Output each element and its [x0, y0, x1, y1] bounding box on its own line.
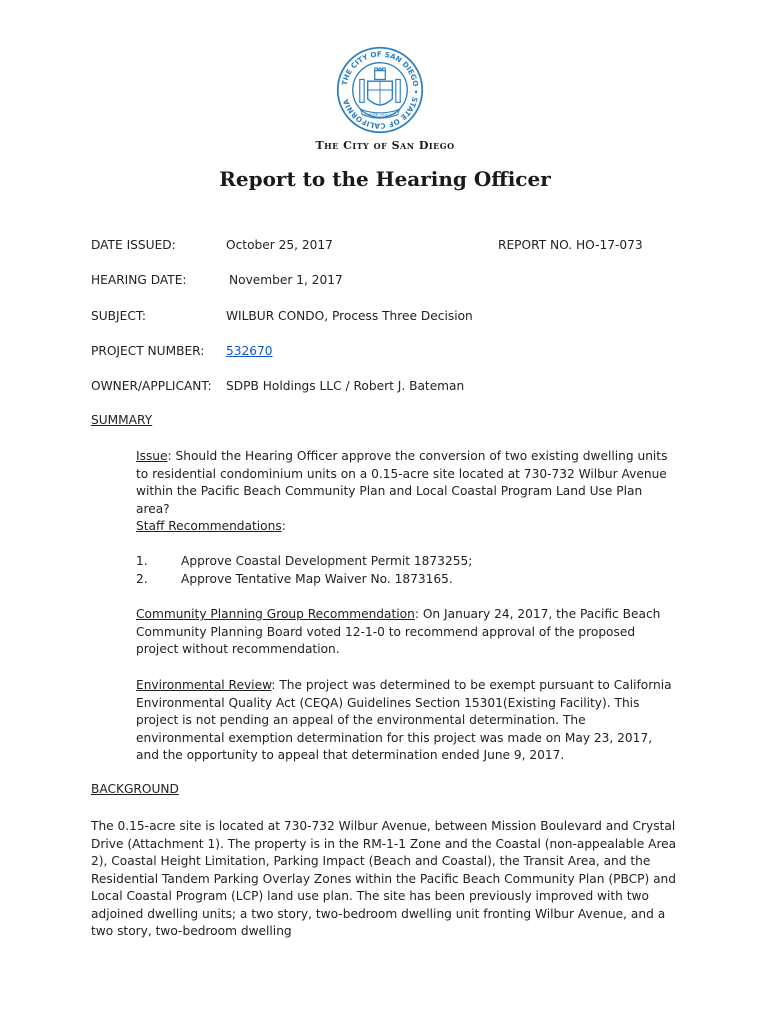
cpg-text: : On January 24, 2017, the Pacific Beach Community Planning Board voted 12-1-0 to recommend approval of the proposed project without recommendation. — [136, 607, 661, 656]
issue-paragraph — [136, 448, 676, 518]
date-issued-value: October 25, 2017 — [226, 238, 333, 252]
city-seal-logo — [336, 46, 424, 134]
background-paragraph: The 0.15-acre site is located at 730-732 Wilbur Avenue, between Mission Boulevard and Crystal Drive (Attachment 1). The property is in the RM-1-1 Zone and the Coastal (non-appealable Area 2), Coastal Height Limitation, Parking Impact (Beach and Coastal), the Transit Area, and the Residential Tandem Parking Overlay Zones within the Pacific Beach Community Plan (PBCP) and Local Coastal Program (LCP) land use plan. The site has been previously improved with two adjoined dwelling units; a two story, two-bedroom dwelling unit fronting Wilbur Avenue, and a two story, two-bedroom dwelling — [91, 819, 677, 938]
subject-label: SUBJECT: — [91, 309, 147, 323]
owner-label: OWNER/APPLICANT: — [91, 379, 212, 393]
svg-text:THE CITY OF SAN DIEGO • STATE: THE CITY OF SAN DIEGO • STATE OF CALIFORNIA — [339, 49, 421, 131]
staff-rec-label: Staff Recommendations — [136, 519, 282, 533]
cpg-label: Community Planning Group Recommendation — [136, 607, 415, 621]
environmental-review-paragraph — [136, 677, 676, 765]
recommendation-number: 1. — [136, 554, 148, 568]
recommendation-text: Approve Tentative Map Waiver No. 1873165. — [181, 572, 453, 586]
recommendation-text: Approve Coastal Development Permit 1873255; — [181, 554, 473, 568]
env-text: : The project was determined to be exempt pursuant to California Environmental Quality Act (CEQA) Guidelines Section 15301(Existing Facility). This project is not pending an appeal of the environmental determination. The environmental exemption determination for this project was made on May 23, 2017, and the opportunity to appeal that determination ended June 9, 2017. — [136, 678, 672, 762]
issue-text: : Should the Hearing Officer approve the conversion of two existing dwelling units to residential condominium units on a 0.15-acre site located at 730-732 Wilbur Avenue within the Pacific Beach Community Plan and Local Coastal Program Land Use Plan area? — [136, 449, 668, 516]
staff-recommendations-heading: Staff Recommendations: — [136, 519, 286, 533]
svg-text:SEMPER VIGILANS: SEMPER VIGILANS — [364, 112, 396, 117]
env-label: Environmental Review — [136, 678, 272, 692]
owner-value: SDPB Holdings LLC / Robert J. Bateman — [226, 379, 465, 393]
cpg-paragraph — [136, 606, 676, 659]
project-number-link[interactable]: 532670 — [226, 344, 273, 358]
subject-value: WILBUR CONDO, Process Three Decision — [226, 309, 473, 323]
date-issued-label: DATE ISSUED: — [91, 238, 176, 252]
background-heading: BACKGROUND — [91, 782, 179, 796]
city-name: The City of San Diego — [315, 139, 455, 152]
hearing-date-value: November 1, 2017 — [229, 273, 343, 287]
report-title: Report to the Hearing Officer — [219, 167, 551, 191]
recommendation-number: 2. — [136, 572, 148, 586]
summary-heading: SUMMARY — [91, 413, 153, 427]
project-number-label: PROJECT NUMBER: — [91, 344, 205, 358]
issue-label: Issue — [136, 449, 168, 463]
report-number: REPORT NO. HO-17-073 — [498, 238, 643, 252]
hearing-date-label: HEARING DATE: — [91, 273, 187, 287]
